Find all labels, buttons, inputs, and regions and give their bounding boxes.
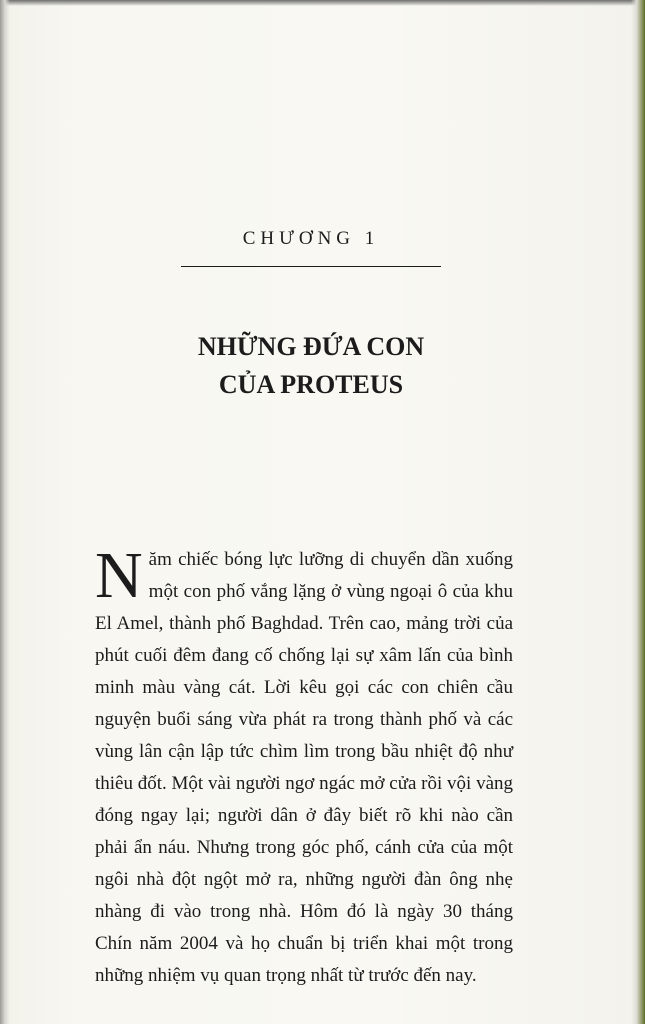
body-paragraph xyxy=(95,539,513,992)
page-top-edge xyxy=(0,0,645,6)
drop-cap: N xyxy=(95,539,143,612)
chapter-title xyxy=(120,328,502,404)
chapter-title-line-2: CỦA PROTEUS xyxy=(218,370,404,399)
chapter-title-line-1: NHỮNG ĐỨA CON xyxy=(197,332,425,361)
chapter-divider xyxy=(181,266,441,267)
page-left-edge xyxy=(0,0,10,1024)
paragraph-text: ăm chiếc bóng lực lưỡng di chuyển dần xuống một con phố vắng lặng ở vùng ngoại ô của khu El Amel, thành phố Baghdad. Trên cao, mảng trời của phút cuối đêm đang cố chống lại sự xâm lấn của bình minh màu vàng cát. Lời kêu gọi các con chiên cầu nguyện buổi sáng vừa phát ra trong thành phố và các vùng lân cận lập tức chìm lìm trong bầu nhiệt độ như thiêu đốt. Một vài người ngơ ngác mở cửa rồi vội vàng đóng ngay lại; người dân ở đây biết rõ khi nào cần phải ẩn náu. Nhưng trong góc phố, cánh cửa của một ngôi nhà đột ngột mở ra, những người đàn ông nhẹ nhàng đi vào trong nhà. Hôm đó là ngày 30 tháng Chín năm 2004 và họ chuẩn bị triển khai một trong những nhiệm vụ quan trọng nhất từ trước đến nay. xyxy=(95,549,513,986)
page-right-edge xyxy=(631,0,645,1024)
chapter-label: CHƯƠNG 1 xyxy=(242,228,380,249)
